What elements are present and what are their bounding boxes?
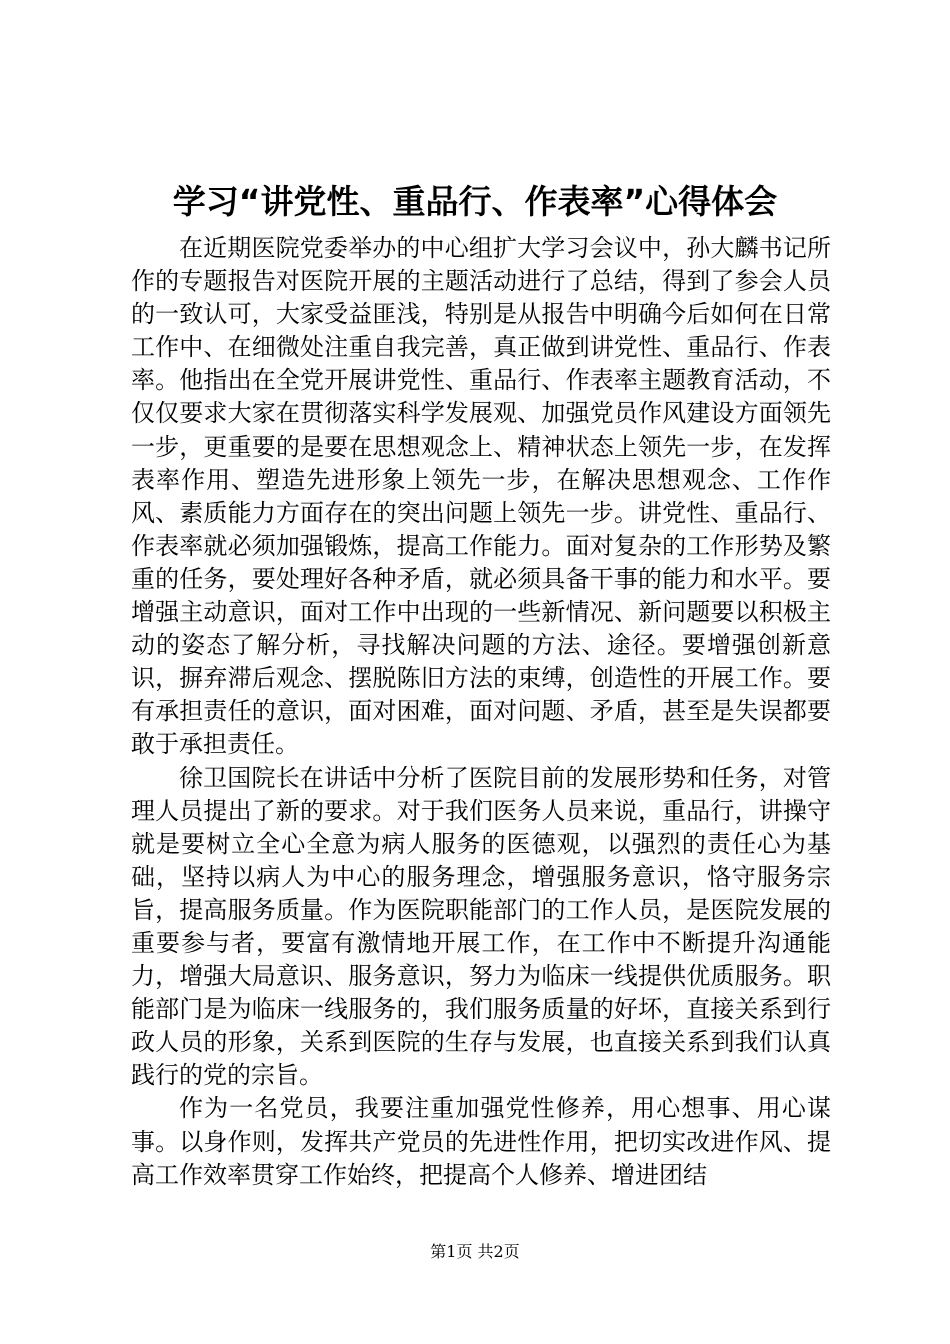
page-number-footer: 第1页 共2页 — [430, 1242, 520, 1261]
paragraph-1: 在近期医院党委举办的中心组扩大学习会议中，孙大麟书记所作的专题报告对医院开展的主题活动进行了总结，得到了参会人员的一致认可，大家受益匪浅，特别是从报告中明确今后如何在日常工作中、在细微处注重自我完善，真正做到讲党性、重品行、作表率。他指出在全党开展讲党性、重品行、作表率主题教育活动，不仅仅要求大家在贯彻落实科学发展观、加强党员作风建设方面领先一步，更重要的是要在思想观念上、精神状态上领先一步，在发挥表率作用、塑造先进形象上领先一步，在解决思想观念、工作作风、素质能力方面存在的突出问题上领先一步。讲党性、重品行、作表率就必须加强锻炼，提高工作能力。面对复杂的工作形势及繁重的任务，要处理好各种矛盾，就必须具备干事的能力和水平。要增强主动意识，面对工作中出现的一些新情况、新问题要以积极主动的姿态了解分析，寻找解决问题的方法、途径。要增强创新意识，摒弃滞后观念、摆脱陈旧方法的束缚，创造性的开展工作。要有承担责任的意识，面对困难，面对问题、矛盾，甚至是失误都要敢于承担责任。 — [131, 234, 831, 759]
paragraph-2: 徐卫国院长在讲话中分析了医院目前的发展形势和任务，对管理人员提出了新的要求。对于我们医务人员来说，重品行，讲操守就是要树立全心全意为病人服务的医德观，以强烈的责任心为基础，坚持以病人为中心的服务理念，增强服务意识，恪守服务宗旨，提高服务质量。作为医院职能部门的工作人员，是医院发展的重要参与者，要富有激情地开展工作，在工作中不断提升沟通能力，增强大局意识、服务意识，努力为临床一线提供优质服务。职能部门是为临床一线服务的，我们服务质量的好坏，直接关系到行政人员的形象，关系到医院的生存与发展，也直接关系到我们认真践行的党的宗旨。 — [131, 763, 831, 1090]
paragraph-3: 作为一名党员，我要注重加强党性修养，用心想事、用心谋事。以身作则，发挥共产党员的先进性作用，把切实改进作风、提高工作效率贯穿工作始终，把提高个人修养、增进团结 — [131, 1094, 831, 1189]
document-body — [131, 232, 831, 1192]
document-title: 学习“讲党性、重品行、作表率”心得体会 — [172, 182, 778, 221]
